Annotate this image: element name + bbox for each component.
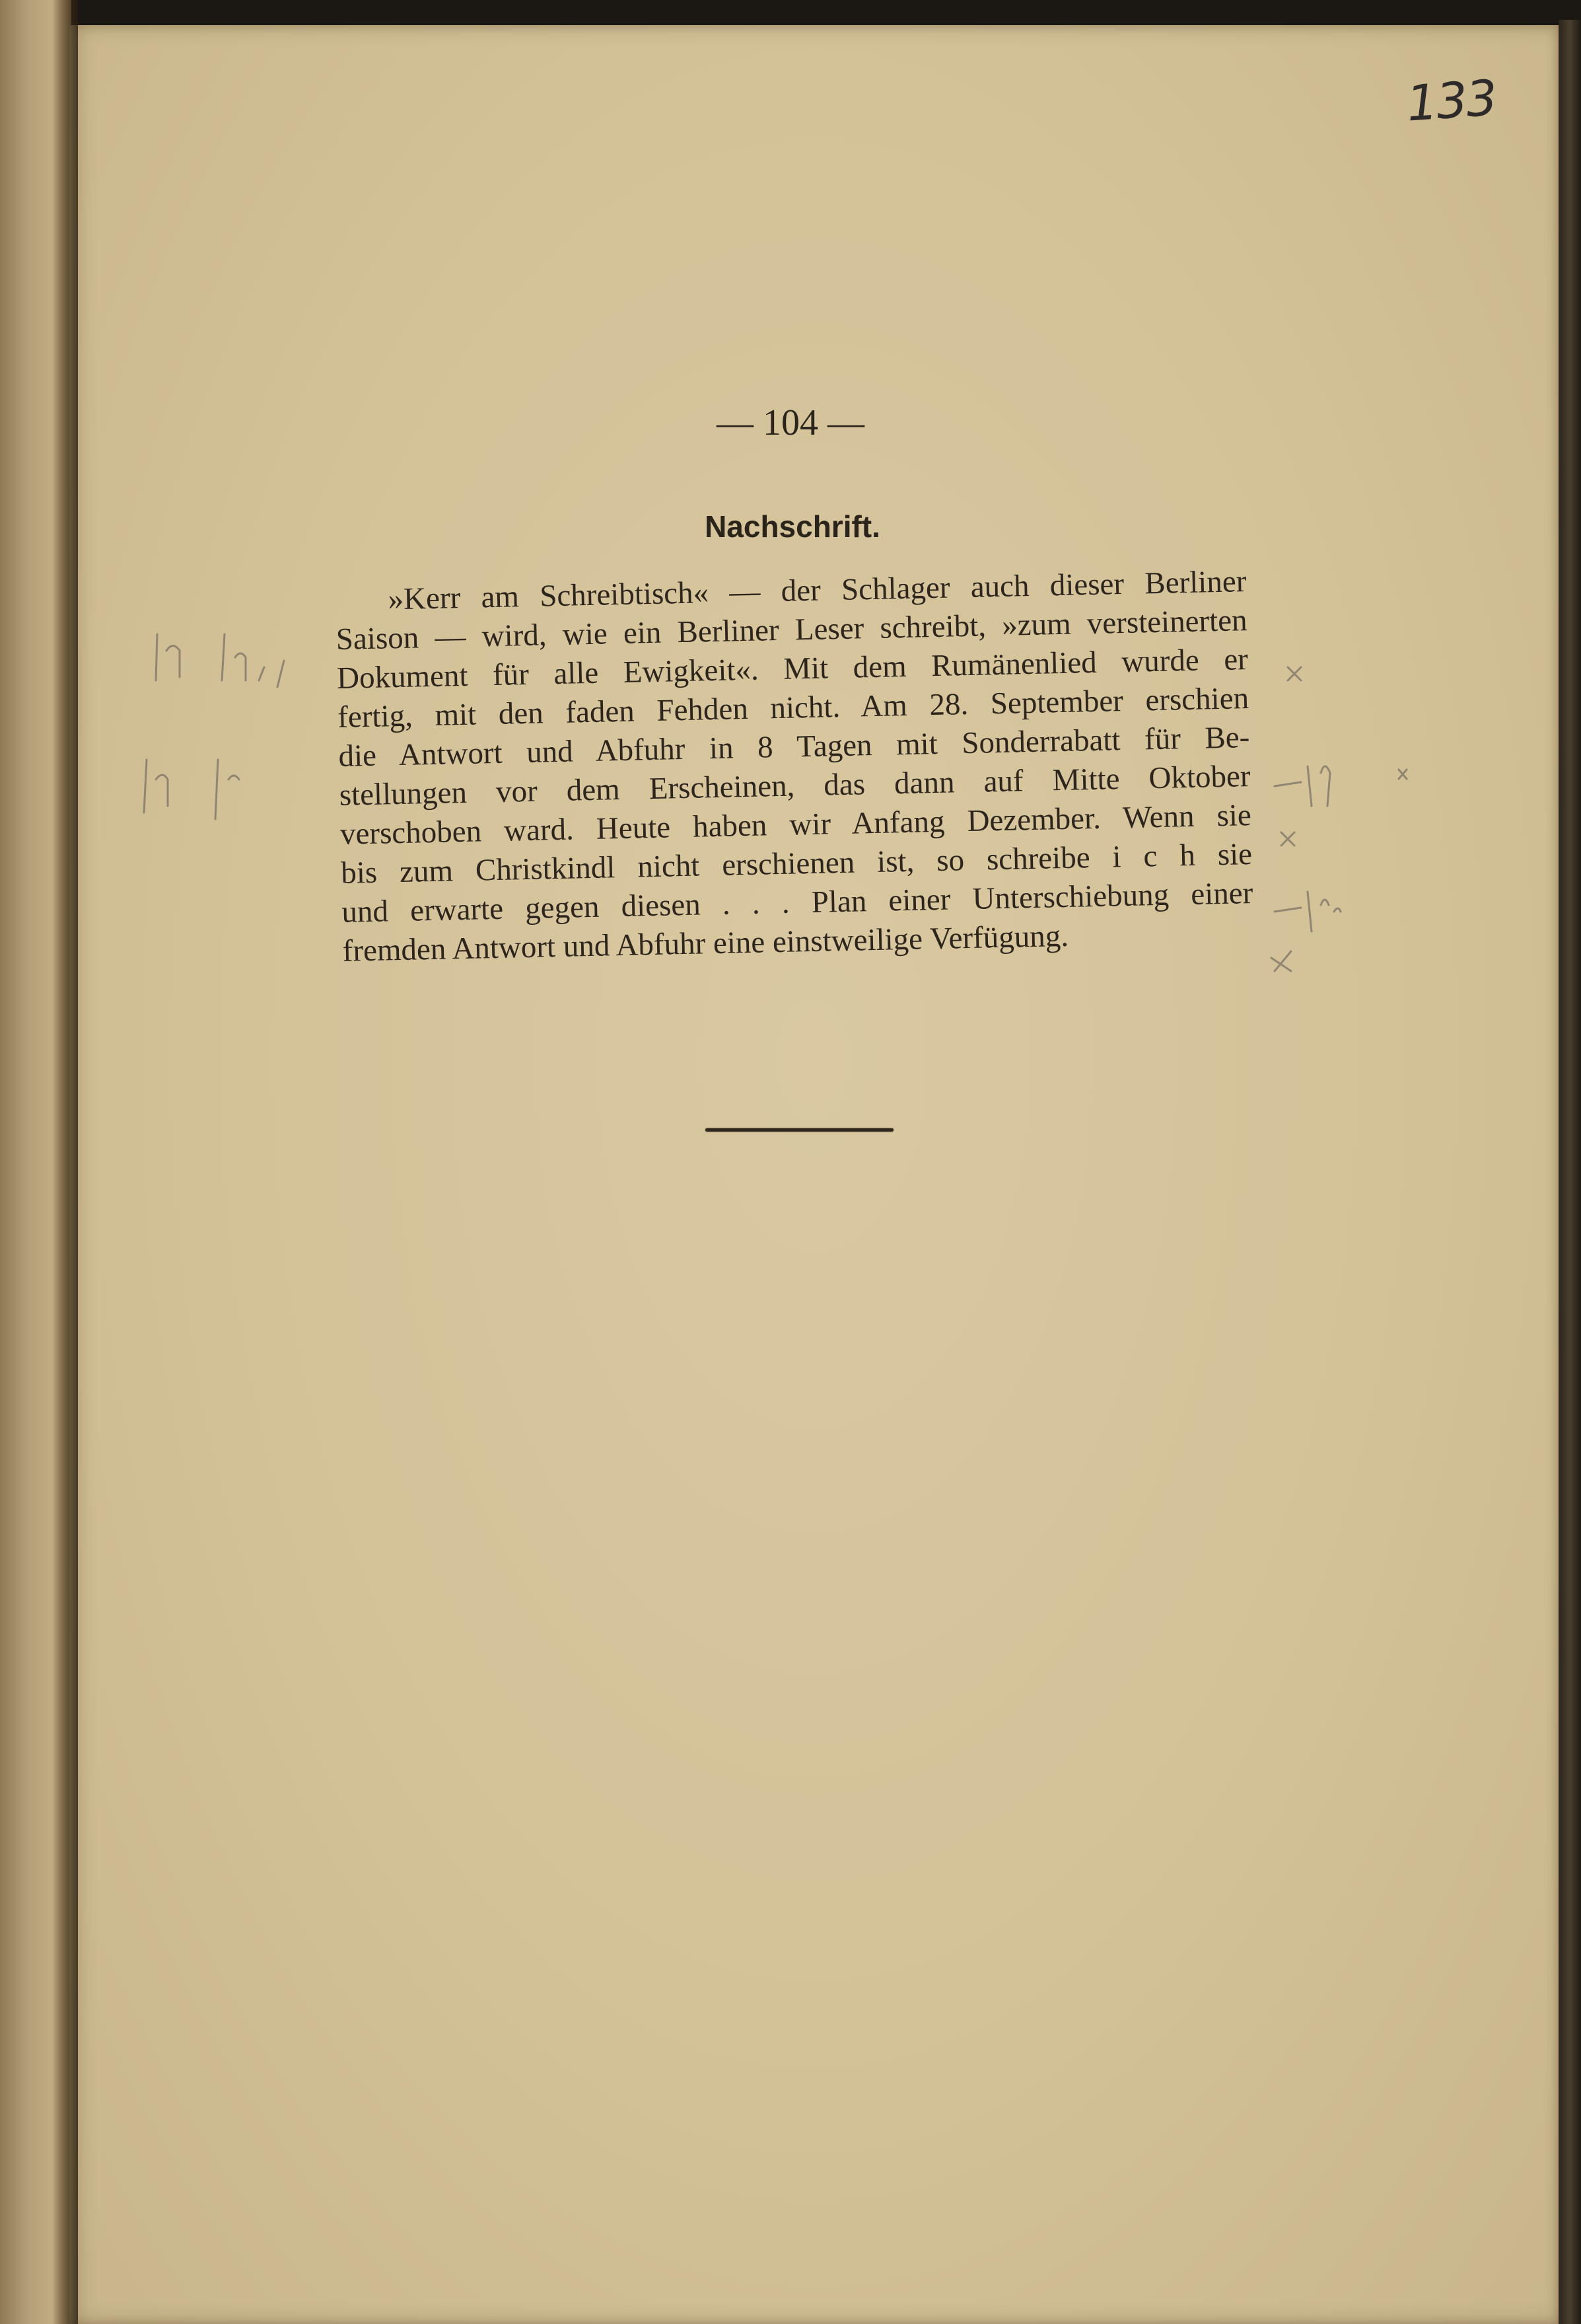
text-line: Dokument für alle Ewigkeit«. Mit dem Rumänenlied wurde er xyxy=(336,642,1249,696)
text-line: verschoben ward. Heute haben wir Anfang Dezember. Wenn sie xyxy=(339,798,1252,852)
page-right-edge xyxy=(1559,20,1581,2324)
text-line: und erwarte gegen diesen . . . Plan einer Unterschiebung einer xyxy=(341,875,1253,929)
section-heading: Nachschrift. xyxy=(705,509,880,544)
book-spine-shadow xyxy=(52,0,78,2324)
text-line: Saison — wird, wie ein Berliner Leser schreibt, »zum versteinerten xyxy=(335,603,1248,657)
text-line: »Kerr am Schreibtisch« — der Schlager auch dieser Berliner xyxy=(388,564,1247,617)
handwritten-archive-number: 133 xyxy=(1405,69,1498,133)
document-page xyxy=(69,25,1559,2324)
page-number xyxy=(0,402,1581,444)
section-divider xyxy=(705,1128,894,1132)
text-line: fremden Antwort und Abfuhr eine einstweilige Verfügung. xyxy=(342,918,1069,968)
body-paragraph xyxy=(335,562,1254,971)
text-line: die Antwort und Abfuhr in 8 Tagen mit Sonderrabatt für Be- xyxy=(338,720,1250,774)
text-line: bis zum Christkindl nicht erschienen ist, so schreibe i c h sie xyxy=(340,837,1253,890)
text-line: fertig, mit den faden Fehden nicht. Am 28. September erschien xyxy=(337,681,1249,735)
text-line: stellungen vor dem Erscheinen, das dann auf Mitte Oktober xyxy=(339,759,1251,813)
page-number-text: — 104 — xyxy=(717,402,864,443)
